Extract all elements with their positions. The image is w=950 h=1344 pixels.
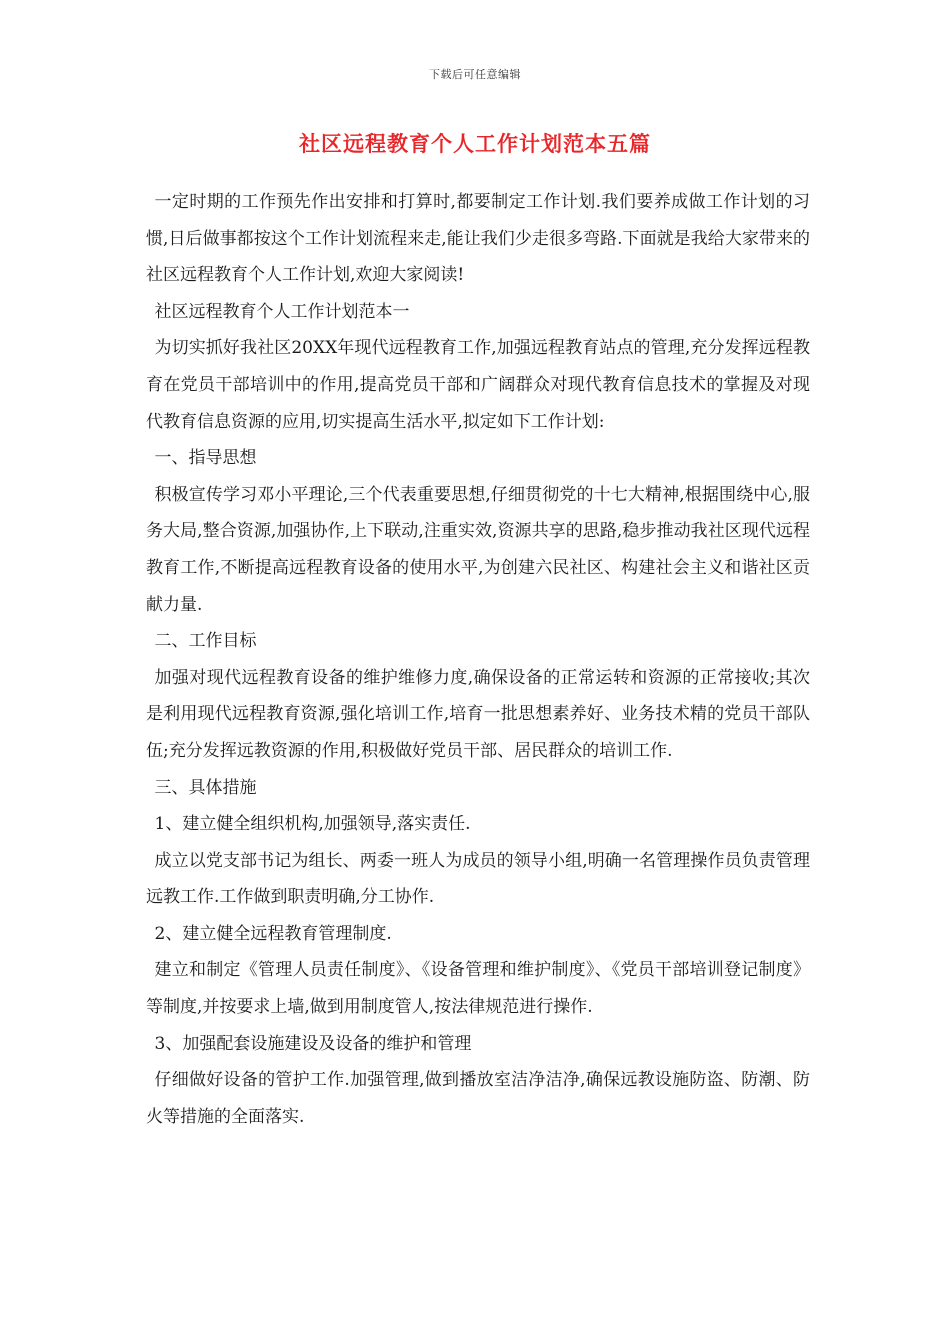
paragraph-intro: 一定时期的工作预先作出安排和打算时,都要制定工作计划.我们要养成做工作计划的习惯,日后做事都按这个工作计划流程来走,能让我们少走很多弯路.下面就是我给大家带来的社区远程教育个人工作计划,欢迎大家阅读! [146,192,810,286]
paragraph-work-goals: 加强对现代远程教育设备的维护维修力度,确保设备的正常运转和资源的正常接收;其次是利用现代远程教育资源,强化培训工作,培育一批思想素养好、业务技术精的党员干部队伍;充分发挥远教资源的作用,积极做好党员干部、居民群众的培训工作. [146,667,810,761]
paragraph-measure-1: 成立以党支部书记为组长、两委一班人为成员的领导小组,明确一名管理操作员负责管理远教工作.工作做到职责明确,分工协作. [146,850,810,908]
header-note: 下载后可任意编辑 [429,68,521,81]
section-heading-measures: 三、具体措施 [154,777,257,798]
paragraph-measure-2: 建立和制定《管理人员责任制度》、《设备管理和维护制度》、《党员干部培训登记制度》等制度,并按要求上墙,做到用制度管人,按法律规范进行操作. [146,960,810,1018]
section-heading-guiding-ideology: 一、指导思想 [154,448,257,469]
section-heading-work-goals: 二、工作目标 [154,631,257,652]
measure-item-2: 2、建立健全远程教育管理制度. [154,923,392,944]
document-title: 社区远程教育个人工作计划范本五篇 [299,131,651,156]
measure-item-3: 3、加强配套设施建设及设备的维护和管理 [154,1033,472,1054]
measure-item-1: 1、建立健全组织机构,加强领导,落实责任. [154,814,471,835]
paragraph-guiding-ideology: 积极宣传学习邓小平理论,三个代表重要思想,仔细贯彻党的十七大精神,根据围绕中心,服务大局,整合资源,加强协作,上下联动,注重实效,资源共享的思路,稳步推动我社区现代远程教育工作,不断提高远程教育设备的使用水平,为创建六民社区、构建社会主义和谐社区贡献力量. [146,484,810,615]
section-heading-plan-one: 社区远程教育个人工作计划范本一 [154,301,410,322]
paragraph-measure-3: 仔细做好设备的管护工作.加强管理,做到播放室洁净洁净,确保远教设施防盗、防潮、防火等措施的全面落实. [146,1070,810,1127]
paragraph-plan-one-intro: 为切实抓好我社区20XX年现代远程教育工作,加强远程教育站点的管理,充分发挥远程教育在党员干部培训中的作用,提高党员干部和广阔群众对现代教育信息技术的掌握及对现代教育信息资源的应用,切实提高生活水平,拟定如下工作计划: [146,338,810,432]
document-body [146,184,810,1135]
